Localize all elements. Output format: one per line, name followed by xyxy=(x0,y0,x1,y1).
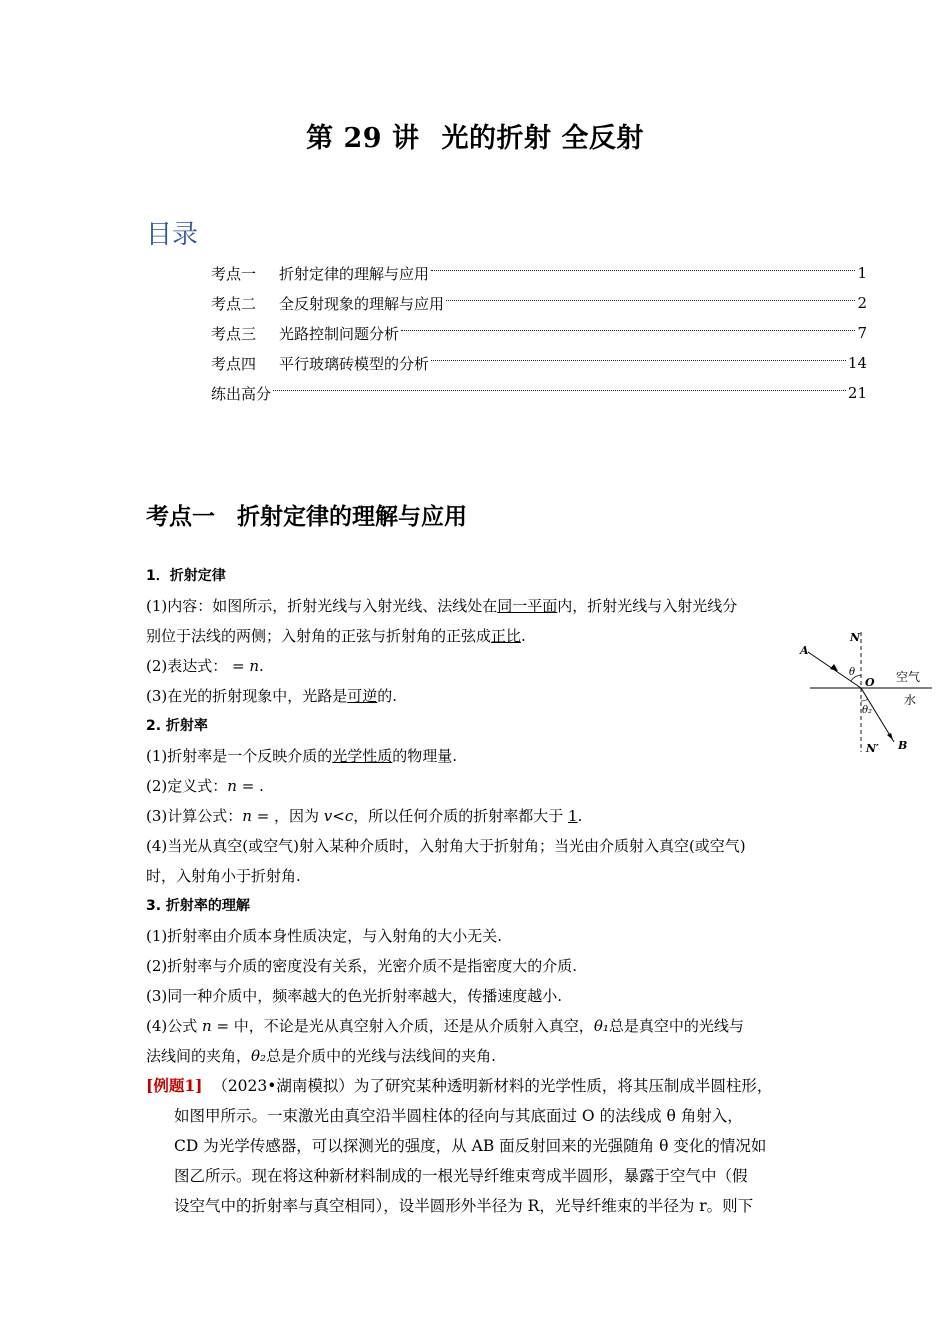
paragraph: 时，入射角小于折射角. xyxy=(146,867,301,885)
toc-item-text: 全反射现象的理解与应用 xyxy=(279,294,445,313)
table-of-contents xyxy=(211,258,867,408)
label-n-prime: N′ xyxy=(866,742,879,755)
subheading: 3. 折射率的理解 xyxy=(146,898,250,914)
paragraph: (2)折射率与介质的密度没有关系，光密介质不是指密度大的介质. xyxy=(146,957,578,975)
toc-item-page: 1 xyxy=(857,264,867,282)
toc-item[interactable] xyxy=(211,378,867,408)
toc-leader-dots xyxy=(273,390,846,391)
toc-leader-dots xyxy=(446,300,855,301)
paragraph: (3)同一种介质中，频率越大的色光折射率越大，传播速度越小. xyxy=(146,987,563,1005)
toc-item-number: 考点二 xyxy=(211,294,257,313)
subheading: 1．折射定律 xyxy=(146,568,226,584)
section-title: 折射定律的理解与应用 xyxy=(237,503,467,530)
toc-item[interactable] xyxy=(211,318,867,348)
toc-item-text: 练出高分 xyxy=(211,384,272,403)
toc-leader-dots xyxy=(401,330,855,331)
label-n: N xyxy=(850,631,861,644)
paragraph: (1)折射率由介质本身性质决定，与入射角的大小无关. xyxy=(146,927,503,945)
label-theta2: θ₂ xyxy=(862,705,873,716)
example-question: [例题1] （2023•湖南模拟）为了研究某种透明新材料的光学性质，将其压制成半圆柱形， xyxy=(146,1076,773,1095)
toc-item[interactable] xyxy=(211,348,867,378)
label-theta1: θ xyxy=(849,667,856,678)
toc-leader-dots xyxy=(431,270,855,271)
example-text: 设空气中的折射率与真空相同），设半圆形外半径为 R，光导纤维束的半径为 r。则下 xyxy=(174,1197,754,1215)
example-label: [例题1] xyxy=(146,1076,203,1095)
toc-item-page: 21 xyxy=(847,384,867,402)
label-air: 空气 xyxy=(896,670,921,684)
paragraph: (2)定义式：n = . xyxy=(146,777,264,795)
toc-item-page: 2 xyxy=(857,294,867,312)
section-heading xyxy=(146,498,467,531)
section-body xyxy=(146,561,816,1221)
toc-item-number: 考点三 xyxy=(211,324,257,343)
paragraph: (1)折射率是一个反映介质的光学性质的物理量. xyxy=(146,747,458,765)
refracted-arrow xyxy=(887,733,893,740)
example-text: 图乙所示。现在将这种新材料制成的一根光导纤维束弯成半圆形，暴露于空气中（假 xyxy=(174,1167,748,1185)
paragraph: (4)公式 n = 中，不论是光从真空射入介质，还是从介质射入真空，θ₁总是真空中的光线与 xyxy=(146,1017,744,1035)
page-title xyxy=(0,116,950,155)
paragraph: (3)在光的折射现象中，光路是可逆的. xyxy=(146,687,398,705)
toc-item-text: 光路控制问题分析 xyxy=(279,324,400,343)
label-a: A xyxy=(800,644,809,657)
toc-item-text: 折射定律的理解与应用 xyxy=(279,264,430,283)
toc-item-number: 考点四 xyxy=(211,354,257,373)
paragraph: 别位于法线的两侧；入射角的正弦与折射角的正弦成正比. xyxy=(146,627,526,645)
incident-arrow xyxy=(830,664,838,671)
toc-item-page: 7 xyxy=(857,324,867,342)
toc-item-page: 14 xyxy=(847,354,867,372)
toc-leader-dots xyxy=(431,360,846,361)
toc-item-text: 平行玻璃砖模型的分析 xyxy=(279,354,430,373)
label-water: 水 xyxy=(904,693,917,707)
lecture-number: 第 29 讲 xyxy=(306,123,420,154)
paragraph: (2)表达式： = n. xyxy=(146,657,264,675)
label-o: O xyxy=(865,676,875,689)
example-text: 如图甲所示。一束激光由真空沿半圆柱体的径向与其底面过 O 的法线成 θ 角射入， xyxy=(174,1107,743,1125)
example-text: CD 为光学传感器，可以探测光的强度，从 AB 面反射回来的光强随角 θ 变化的情况如 xyxy=(174,1137,767,1155)
lecture-topic: 光的折射 全反射 xyxy=(441,123,644,154)
paragraph: (1)内容：如图所示，折射光线与入射光线、法线处在同一平面内，折射光线与入射光线分 xyxy=(146,597,738,615)
paragraph: (3)计算公式：n = ，因为 v<c，所以任何介质的折射率都大于 1. xyxy=(146,807,583,825)
paragraph: 法线间的夹角，θ₂总是介质中的光线与法线间的夹角. xyxy=(146,1047,496,1065)
section-number: 考点一 xyxy=(146,503,215,530)
toc-item[interactable] xyxy=(211,288,867,318)
toc-item[interactable] xyxy=(211,258,867,288)
toc-item-number: 考点一 xyxy=(211,264,257,283)
subheading: 2. 折射率 xyxy=(146,718,208,734)
paragraph: (4)当光从真空(或空气)射入某种介质时，入射角大于折射角；当光由介质射入真空(或空气) xyxy=(146,837,746,855)
label-b: B xyxy=(898,739,908,752)
angle-arc-2 xyxy=(861,699,868,701)
toc-heading: 目录 xyxy=(146,220,199,250)
